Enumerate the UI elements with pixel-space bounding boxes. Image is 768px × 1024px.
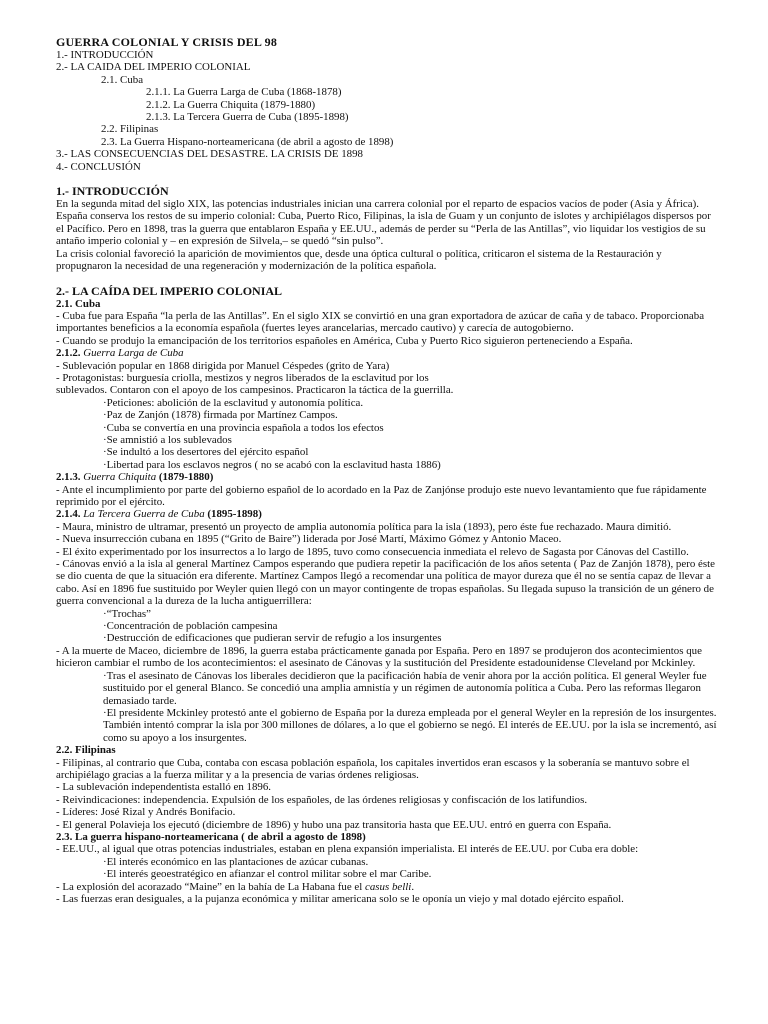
paragraph-text: - Nueva insurrección cubana en 1895 (“Grito de Baire”) liderada por José Martí, Máximo Gómez y Antonio Maceo. [56, 533, 562, 546]
subsection-heading [56, 471, 718, 483]
paragraph-text: - Cuando se produjo la emancipación de los territorios españoles en América, Cuba y Puerto Rico siguieron perteneciendo a España. [56, 334, 633, 347]
bullet-item: ·Se indultó a los desertores del ejército español [103, 446, 309, 459]
bullet-item: ·“Trochas” [103, 607, 151, 620]
paragraph [56, 881, 718, 906]
toc-item: 2.3. La Guerra Hispano-norteamericana (de abril a agosto de 1898) [101, 135, 394, 148]
paragraph [56, 757, 718, 831]
heading-years: (1879-1880) [156, 471, 214, 484]
heading-title: Guerra Chiquita [83, 471, 157, 484]
paragraph [56, 484, 718, 509]
subsection-heading: 2.3. La guerra hispano-norteamericana ( de abril a agosto de 1898) [56, 830, 366, 843]
text-run: . [411, 880, 415, 893]
subsection-heading [56, 347, 718, 359]
heading-title: Guerra Larga de Cuba [83, 347, 184, 360]
toc-item: 3.- LAS CONSECUENCIAS DEL DESASTRE. LA CRISIS DE 1898 [56, 148, 363, 161]
toc-item: 2.1. Cuba [101, 73, 144, 86]
heading-years: (1895-1898) [204, 508, 262, 521]
paragraph-text: - El general Polavieja los ejecutó (diciembre de 1896) y hubo una paz transitoria hasta que EE.UU. entró en guerra con España. [56, 818, 612, 831]
paragraph [56, 645, 718, 670]
paragraph-text: - A la muerte de Maceo, diciembre de 1896, la guerra estaba prácticamente ganada por España. Pero en 1897 se produjeron dos acontecimientos que hicieron cambiar el rumbo de los acontecimientos: el asesinato de Cánovas y la sustitución del Presidente estadounidense Cleveland por Mckinley. [56, 644, 702, 670]
paragraph-text: - Maura, ministro de ultramar, presentó un proyecto de amplia autonomía política para la isla (1893), pero éste fue rechazado. Maura dimitió. [56, 520, 672, 533]
paragraph-text: - Cuba fue para España “la perla de las Antillas”. En el siglo XIX se convirtió en una gran exportadora de azúcar de caña y de tabaco. Proporcionaba importantes beneficios a la economía española (fuertes leyes arancelarias, mercado cautivo) y carecía de autogobierno. [56, 309, 705, 335]
bullet-item: ·El interés geoestratégico en afianzar el control militar sobre el mar Caribe. [103, 868, 432, 881]
bullet-item: ·Cuba se convertía en una provincia española a todos los efectos [103, 421, 384, 434]
paragraph [56, 521, 718, 608]
paragraph-text: - Ante el incumplimiento por parte del gobierno español de lo acordado en la Paz de Zanjónse produjo este nuevo levantamiento que fue rápidamente reprimido por el ejército. [56, 483, 707, 508]
paragraph-text [56, 881, 718, 893]
bullet-item: ·Libertad para los esclavos negros ( no se acabó con la esclavitud hasta 1886) [103, 458, 441, 471]
bullet-item [56, 670, 718, 744]
paragraph-text: - El éxito experimentado por los insurrectos a lo largo de 1895, tuvo como consecuencia inmediata el relevo de Sagasta por Cánovas del Castillo. [56, 545, 689, 558]
paragraph [56, 198, 718, 272]
text-run: - La explosión del acorazado “Maine” en la bahía de La Habana fue el [56, 880, 366, 893]
heading-number: 2.1.2. [56, 347, 84, 360]
section-heading: 1.- INTRODUCCIÓN [56, 184, 169, 199]
heading-number: 2.1.4. [56, 508, 84, 521]
toc-item: 2.- LA CAIDA DEL IMPERIO COLONIAL [56, 61, 251, 74]
bullet-item: ·Destrucción de edificaciones que pudieran servir de refugio a los insurgentes [103, 632, 442, 645]
bullet-item: ·Peticiones: abolición de la esclavitud y autonomía política. [103, 396, 364, 409]
paragraph-text: - Reivindicaciones: independencia. Expulsión de los españoles, de las órdenes religiosas y confiscación de los latifundios. [56, 793, 588, 806]
paragraph-text: - Líderes: José Rizal y Andrés Bonifacio. [56, 806, 236, 819]
toc-item: 2.1.3. La Tercera Guerra de Cuba (1895-1898) [146, 111, 349, 124]
bullet-item: ·Paz de Zanjón (1878) firmada por Martínez Campos. [103, 409, 338, 422]
toc-item: 2.1.2. La Guerra Chiquita (1879-1880) [146, 98, 316, 111]
paragraph [56, 843, 718, 855]
bullet-item: ·El interés económico en las plantaciones de azúcar cubanas. [103, 855, 369, 868]
paragraph-text: - Filipinas, al contrario que Cuba, contaba con escasa población española, los capitales invertidos eran escasos y la soberanía se mantuvo sobre el archipiélago gracias a la fuerza militar y a la presencia de varias órdenes religiosas. [56, 756, 690, 781]
toc-item: 1.- INTRODUCCIÓN [56, 49, 154, 61]
heading-title: La Tercera Guerra de Cuba [83, 508, 205, 521]
paragraph-text: - Cánovas envió a la isla al general Martínez Campos esperando que pudiera repetir la pacificación de los años setenta ( Paz de Zanjón 1878), pero éste se dio cuenta de que la situación era diferente. Martínez Campos llegó a recomendar una política de mayor dureza que él no se sentía capaz de llevar a cabo. Así en 1896 fue sustituido por Weyler quien llegó con un mayor contingente de tropas españolas. Su llegada supuso la transición de un género de guerra convencional a la dureza de la lucha antiguerrillera: [56, 558, 715, 608]
section-heading: 2.- LA CAÍDA DEL IMPERIO COLONIAL [56, 283, 283, 298]
bullet-text: ·Tras el asesinato de Cánovas los liberales decidieron que la pacificación había de venir ahora por la acción política. El general Weyler fue sustituido por el general Blanco. Se concedió una amplia amnistía y un régimen de autonomía política a Cuba. Pero las reformas llegaron demasiado tarde. [103, 669, 707, 707]
bullet-text: ·El presidente Mckinley protestó ante el gobierno de España por la dureza empleada por el general Weyler en la represión de los insurgentes. También intentó comprar la isla por 300 millones de dólares, a lo que el gobierno se negó. El interés de EE.UU. por la isla se incrementó, así como su apoyo a los insurgentes. [103, 706, 717, 744]
paragraph [56, 310, 718, 347]
document-title: GUERRA COLONIAL Y CRISIS DEL 98 [56, 35, 278, 49]
subsection-heading: 2.2. Filipinas [56, 744, 116, 757]
paragraph-text: sublevados. Contaron con el apoyo de los campesinos. Practicaron la táctica de la guerrilla. [56, 384, 454, 397]
bullet-item: ·Se amnistió a los sublevados [103, 433, 232, 446]
bullet-item: ·Concentración de población campesina [103, 620, 278, 633]
paragraph [56, 360, 718, 397]
paragraph-text: En la segunda mitad del siglo XIX, las potencias industriales inician una carrera colonial por el reparto de espacios vacíos de poder (Asia y África). España conserva los restos de su imperio colonial: Cuba, Puerto Rico, Filipinas, la isla de Guam y un conjunto de islotes y archipiélagos dispersos por el Pacífico. Pero en 1898, tras la guerra que entablaron España y EE.UU., además de perder su “Perla de las Antillas”, vio liquidar los vestigios de su antaño imperio colonial y – en expresión de Silvela,– se quedó “sin pulso”. [56, 198, 711, 248]
text-run-italic: casus belli [365, 880, 412, 893]
heading-number: 2.1.3. [56, 471, 84, 484]
subsection-heading [56, 508, 718, 520]
toc-item: 2.1.1. La Guerra Larga de Cuba (1868-1878) [146, 86, 342, 99]
paragraph-text: La crisis colonial favoreció la aparición de movimientos que, desde una óptica cultural o política, criticaron el sistema de la Restauración y propugnaron la necesidad de una regeneración y modernización de la política española. [56, 247, 662, 273]
subsection-heading: 2.1. Cuba [56, 297, 101, 310]
toc-item: 4.- CONCLUSIÓN [56, 160, 141, 173]
paragraph-text: - Protagonistas: burguesía criolla, mestizos y negros liberados de la esclavitud por los [56, 371, 429, 384]
paragraph-text: - Las fuerzas eran desiguales, a la pujanza económica y militar americana solo se le oponía un viejo y mal dotado ejército español. [56, 893, 624, 905]
toc-item: 2.2. Filipinas [101, 123, 159, 136]
paragraph-text: - EE.UU., al igual que otras potencias industriales, estaban en plena expansión imperialista. El interés de EE.UU. por Cuba era doble: [56, 843, 639, 856]
paragraph-text: - Sublevación popular en 1868 dirigida por Manuel Céspedes (grito de Yara) [56, 359, 390, 372]
paragraph-text: - La sublevación independentista estalló en 1896. [56, 781, 272, 794]
